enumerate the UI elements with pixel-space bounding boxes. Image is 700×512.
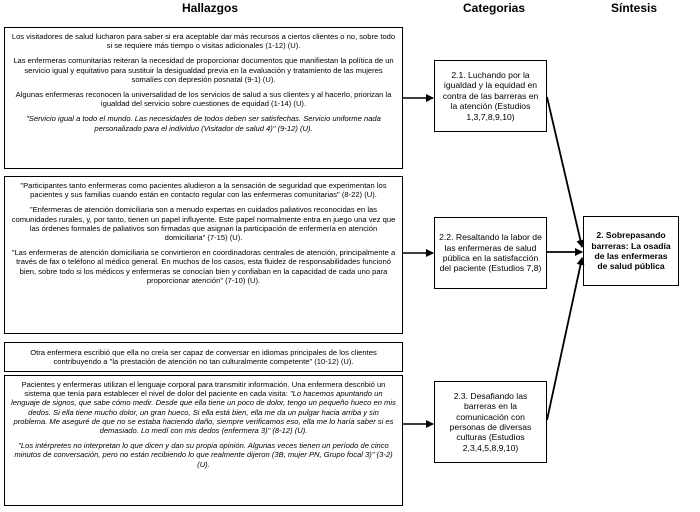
finding-text: Las enfermeras comunitarias reiteran la necesidad de proporcionar documentos que manifiestan la política de un servicio igual y equitativo para sustituir la desigualdad previa en la evaluación y tratamiento de las mujeres somalíes con depresión posnatal (9-1) (U). [13,56,394,84]
finding-text: Algunas enfermeras reconocen la universalidad de los servicios de salud a sus clientes y al hacerlo, priorizan la igualdad del servicio sobre cuestiones de equidad (1-14) (U). [15,90,392,109]
synthesis-label: 2. Sobrepasando barreras: La osadía de las enfermeras de salud pública [591,230,671,272]
category-label: 2.3. Desafiando las barreras en la comunicación con personas de diversas culturas (Estudios 2,3,4,5,8,9,10) [449,390,532,453]
arrow-category3-to-synthesis [547,258,582,420]
category-label: 2.1. Luchando por la igualdad y la equidad en contra de las barreras en la atención (Estudios 1,3,7,8,9,10) [442,69,539,122]
finding-text: Otra enfermera escribió que ella no creía ser capaz de conversar en idiomas principales de los clientes contribuyendo a "la prestación de atención no tan culturalmente competente" (10-12) (U). [30,348,377,367]
finding-text: Los visitadores de salud lucharon para saber si era aceptable dar más recursos a ciertos clientes o no, sobre todo si se requiere más tiempo o visitas adicionales (1-12) (U). [11,32,396,51]
header-categorias: Categorias [462,1,526,15]
header-sintesis: Síntesis [610,1,658,15]
category-label: 2.2. Resaltando la labor de las enfermeras de salud pública en la satisfacción del paciente (Estudios 7,8) [439,232,542,274]
finding-quote: "Servicio igual a todo el mundo. Las necesidades de todos deben ser satisfechas. Servicio uniforme nada personalizado para el individuo (Visitador de salud 4)" (9-12) (U). [26,114,381,133]
arrow-category1-to-synthesis [547,97,582,247]
finding-text: "Participantes tanto enfermeras como pacientes aludieron a la sensación de seguridad que experimentan los pacientes y sus familias cuando están en contacto regular con las enfermeras comunitarias" (8-22) (U). [20,181,387,200]
finding-text: "Enfermeras de atención domiciliaria son a menudo expertas en cuidados paliativos reconocidas en las comunidades rurales, y, por tanto, tienen un papel influyente. Este papel normalmente entra en juego una vez que las órdenes formales de paliativos son firmadas que asignan la participación de enfermería en atención domiciliaria" (7-15) (U). [11,205,396,243]
finding-text: "Las enfermeras de atención domiciliaria se convirtieron en coordinadoras centrales de atención, principalmente a través de fax o teléfono al médico general. En muchos de los casos, esta fluidez de responsabilidades funcionó bien, sobre todo si los médicos y enfermeras se conocían bien y confiaban en la capacidad de cada uno para proporcionar atención" (7-10) (U). [11,248,396,285]
finding-quote: "Los intérpretes no interpretan lo que dicen y dan su propia opinión. Algunas veces tienen un período de cinco minutos de conversación, pero no están recibiendo lo que realmente dijeron (3B, mujer PN, Grupo focal 3)" (3-2) (U). [14,441,393,469]
finding-text-plain: Pacientes y enfermeras utilizan el lenguaje corporal para transmitir información. Una enfermera describió un sistema que tenía para establecer el nivel de dolor del paciente en cada visita: [21,380,386,399]
header-hallazgos: Hallazgos [181,1,238,15]
finding-quote-inline: "Lo hacemos apuntando un lenguaje de signos, que sabe cómo medir. Desde que ella tiene un poco de dolor, tengo un pequeño hueco en mis dedos. Si ella tiene mucho dolor, un gran hueco, Si ella está bien, ella me da un pulgar hacia arriba y sin problema. Me aseguré de que no se estaba haciendo daño, siempre verificamos eso, ella me lo haría saber si es demasiado. Lo medí con mis dedos (enfermera 3)" (8-12) (U). [11,389,396,436]
